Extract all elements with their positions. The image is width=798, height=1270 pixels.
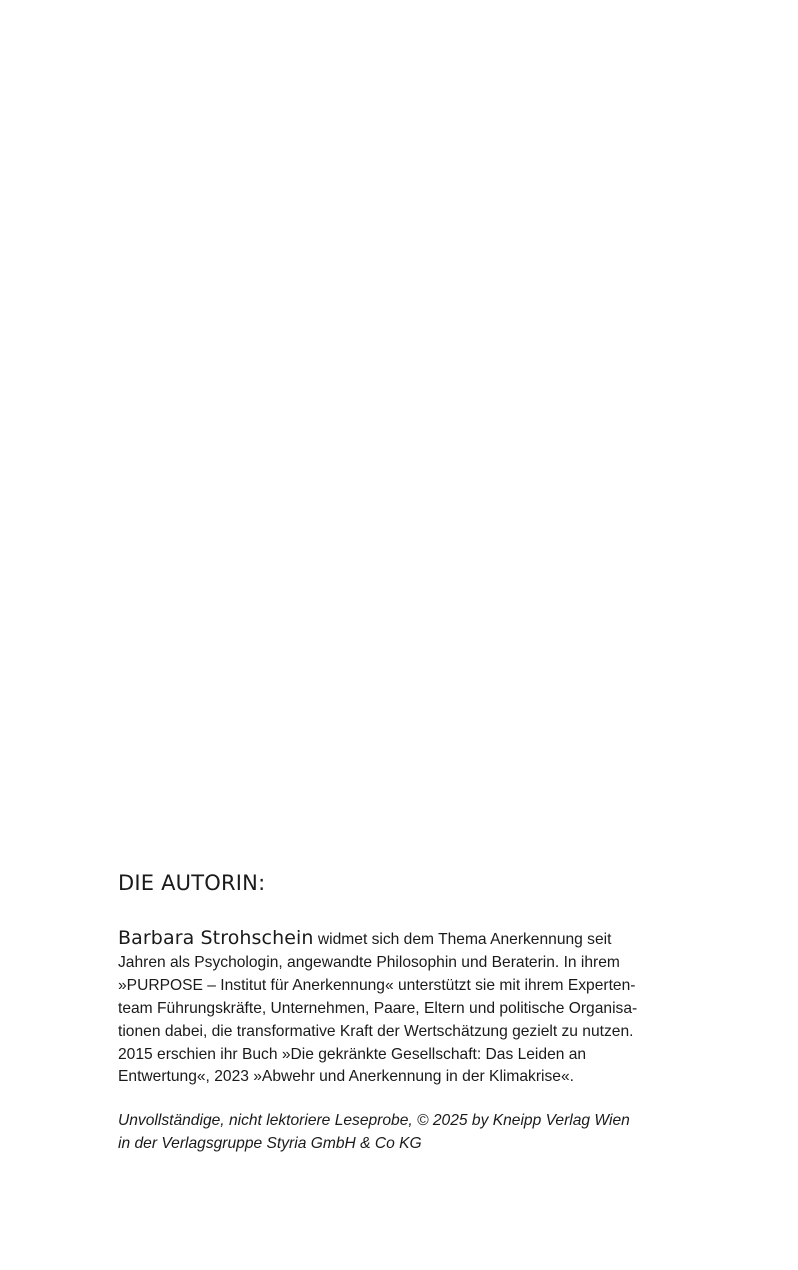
- copyright-line-2: in der Verlagsgruppe Styria GmbH & Co KG: [118, 1135, 422, 1153]
- bio-line-2: Jahren als Psychologin, angewandte Philosophin und Beraterin. In ihrem: [118, 953, 620, 971]
- copyright-note: [118, 1110, 683, 1156]
- bio-line-4: team Führungskräfte, Unternehmen, Paare, Eltern und politische Organisa-: [118, 999, 638, 1017]
- bio-line-5: tionen dabei, die transformative Kraft der Wertschätzung gezielt zu nutzen.: [118, 1022, 634, 1040]
- author-name: Barbara Strohschein: [118, 927, 314, 949]
- bio-line-1: [118, 927, 683, 952]
- bio-line-1-text: widmet sich dem Thema Anerkennung seit: [313, 931, 612, 948]
- bio-line-3: »PURPOSE – Institut für Anerkennung« unterstützt sie mit ihrem Experten-: [118, 976, 636, 994]
- author-section: [118, 870, 683, 1156]
- copyright-line-1: Unvollständige, nicht lektoriere Leseprobe, © 2025 by Kneipp Verlag Wien: [118, 1112, 630, 1130]
- bio-line-6: 2015 erschien ihr Buch »Die gekränkte Gesellschaft: Das Leiden an: [118, 1045, 587, 1063]
- section-heading: DIE AUTORIN:: [118, 871, 266, 895]
- author-bio: [118, 927, 683, 1089]
- bio-line-7: Entwertung«, 2023 »Abwehr und Anerkennung in der Klimakrise«.: [118, 1068, 574, 1086]
